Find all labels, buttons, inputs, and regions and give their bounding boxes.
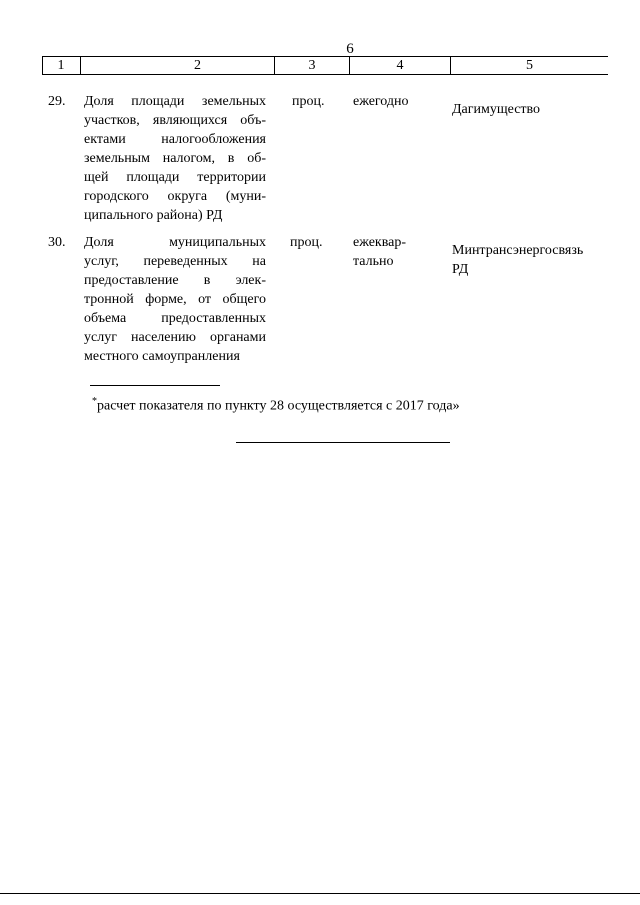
page-bottom-edge bbox=[0, 893, 640, 894]
responsible-line: Дагимущество bbox=[452, 102, 541, 117]
indicator-line: местного самоупранления bbox=[84, 349, 240, 364]
footnote bbox=[92, 392, 460, 416]
indicator-text bbox=[84, 92, 266, 225]
indicator-line: ципального района) РД bbox=[84, 208, 223, 223]
indicator-line: предоставление в элек- bbox=[84, 273, 266, 288]
indicator-line: услуг, переведенных на bbox=[84, 254, 266, 269]
table-header bbox=[42, 56, 608, 75]
footnote-marker: * bbox=[92, 396, 97, 407]
indicator-line: Доля муниципальных bbox=[84, 235, 266, 250]
unit-cell: проц. bbox=[292, 94, 325, 109]
indicator-line: объема предоставленных bbox=[84, 311, 266, 326]
indicator-line: тронной форме, от общего bbox=[84, 292, 266, 307]
row-number: 30. bbox=[48, 235, 66, 250]
column-header-1: 1 bbox=[57, 58, 65, 73]
column-header-5: 5 bbox=[526, 58, 533, 73]
indicator-line: участков, являющихся объ- bbox=[84, 113, 266, 128]
column-header-4: 4 bbox=[396, 58, 404, 73]
frequency-cell bbox=[353, 233, 406, 271]
indicator-line: Доля площади земельных bbox=[84, 94, 266, 109]
end-of-document-rule bbox=[236, 442, 450, 443]
unit-cell: проц. bbox=[290, 235, 323, 250]
indicator-line: щей площади территории bbox=[84, 170, 266, 185]
responsible-cell bbox=[452, 241, 583, 279]
frequency-line: ежеквар- bbox=[353, 235, 407, 250]
indicator-text bbox=[84, 233, 266, 366]
indicator-line: земельным налогом, в об- bbox=[84, 151, 266, 166]
frequency-line: ежегодно bbox=[353, 94, 409, 109]
page-number: 6 bbox=[346, 41, 354, 57]
column-header-3: 3 bbox=[308, 58, 316, 73]
column-header-2: 2 bbox=[194, 58, 201, 73]
row-number: 29. bbox=[48, 94, 66, 109]
indicator-line: городского округа (муни- bbox=[84, 189, 266, 204]
footnote-text: расчет показателя по пункту 28 осуществляется с 2017 года» bbox=[97, 398, 460, 414]
responsible-line: Минтрансэнергосвязь bbox=[452, 243, 584, 258]
responsible-line: РД bbox=[452, 262, 469, 277]
responsible-cell bbox=[452, 100, 540, 119]
indicator-line: услуг населению органами bbox=[84, 330, 266, 345]
frequency-cell bbox=[353, 92, 409, 111]
frequency-line: тально bbox=[353, 254, 394, 269]
indicator-line: ектами налогообложения bbox=[84, 132, 266, 147]
footnote-separator bbox=[90, 385, 220, 386]
